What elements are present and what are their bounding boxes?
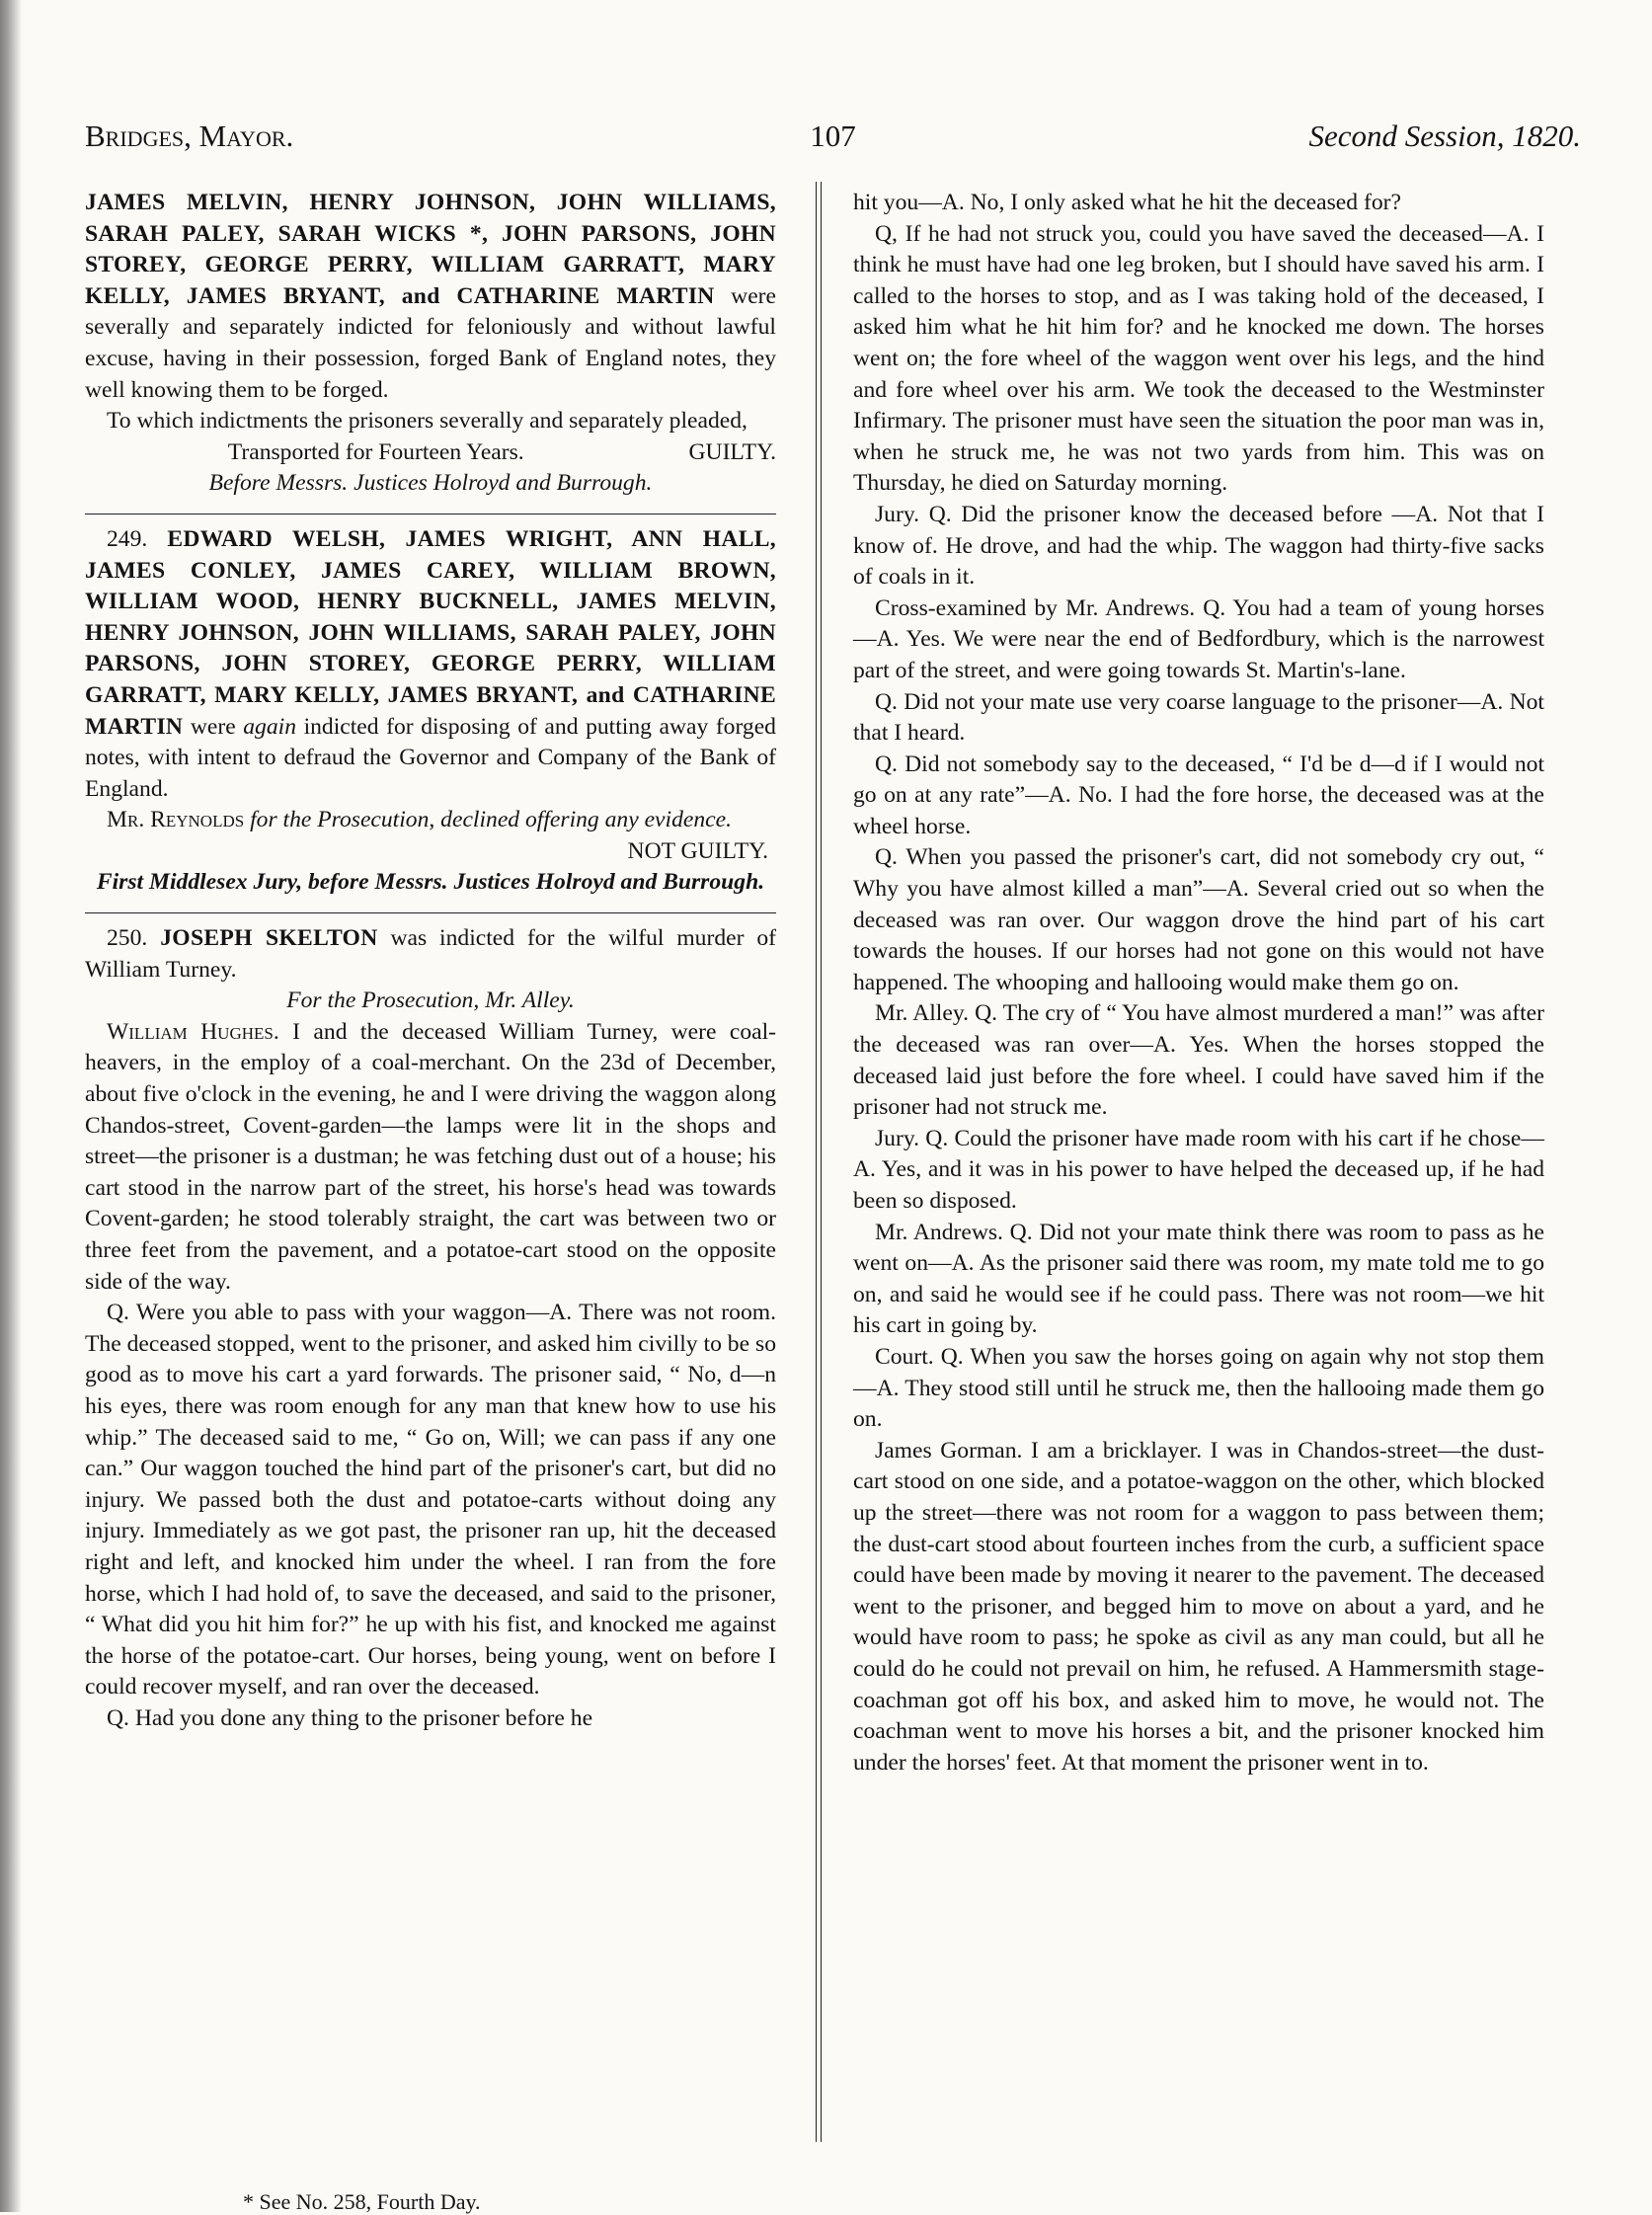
defendant-names: EDWARD WELSH, JAMES WRIGHT, ANN HALL, JAMES CONLEY, JAMES CAREY, WILLIAM BROWN, WILLIAM WOOD, HENRY BUCKNELL, JAMES MELVIN, HENRY JOHNSON, JOHN WILLIAMS, SARAH PALEY, JOHN PARSONS, JOHN STOREY, GEORGE PERRY, WILLIAM GARRATT, MARY KELLY, JAMES BRYANT, and CATHARINE MARTIN	[85, 525, 776, 740]
page-number: 107	[810, 119, 856, 153]
testimony-paragraph: Mr. Alley. Q. The cry of “ You have almost murdered a man!” was after the deceased was ran over—A. Yes. When the horses stopped the deceased laid just before the fore wheel. I could have saved him if the prisoner had not struck me.	[853, 1000, 1544, 1121]
case-separator	[85, 912, 776, 913]
charge-text-2: indicted for disposing of and putting away forged notes, with intent to defraud the Governor and Company of the Bank of England.	[85, 713, 776, 802]
witness-name: William Hughes.	[107, 1018, 279, 1045]
verdict: NOT GUILTY.	[627, 837, 768, 864]
defendant-name: JOSEPH SKELTON	[160, 925, 378, 952]
running-head	[85, 119, 1581, 158]
scan-edge	[0, 0, 22, 2212]
footnote: * See No. 258, Fourth Day.	[243, 2189, 481, 2214]
left-column	[85, 188, 776, 1735]
testimony-paragraph: Jury. Q. Did the prisoner know the deceased before —A. Not that I know of. He drove, and had the whip. The waggon had thirty-five sacks of coals in it.	[853, 501, 1544, 591]
testimony-paragraph: Q, If he had not struck you, could you have saved the deceased—A. I think he must have had one leg broken, but I should have saved his arm. I called to the horses to stop, and as I was taking hold of the deceased, I asked him what he hit him for? and he knocked me down. The horses went on; the fore wheel of the waggon went over his legs, and the hind and fore wheel over his arm. We took the deceased to the Westminster Infirmary. The prisoner must have seen the situation the poor man was in, when he struck me, he was not two yards from him. This was on Thursday, he died on Saturday morning.	[853, 220, 1544, 497]
prosecution-line: For the Prosecution, Mr. Alley.	[286, 988, 575, 1014]
case-250-indictment	[85, 923, 776, 986]
prosecutor-name: Mr. Reynolds	[107, 807, 245, 833]
sentence: Transported for Fourteen Years.	[227, 438, 524, 465]
testimony-paragraph: Q. Had you done any thing to the prisoner before he	[107, 1704, 593, 1731]
defendant-names: JAMES MELVIN, HENRY JOHNSON, JOHN WILLIAMS, SARAH PALEY, SARAH WICKS *, JOHN PARSONS, JOHN STOREY, GEORGE PERRY, WILLIAM GARRATT, MARY KELLY, JAMES BRYANT, and CATHARINE MARTIN	[85, 190, 776, 309]
plea-verdict: GUILTY.	[688, 438, 776, 465]
prosecution-text: for the Prosecution, declined offering any evidence.	[250, 807, 732, 833]
charge-text-1: were	[190, 713, 236, 740]
judges-line: Before Messrs. Justices Holroyd and Burrough.	[208, 470, 653, 497]
case-249-indictment	[85, 524, 776, 805]
header-left: Bridges, Mayor.	[85, 119, 294, 153]
testimony-paragraph: hit you—A. No, I only asked what he hit the deceased for?	[853, 190, 1401, 215]
testimony-paragraph: Q. Did not somebody say to the deceased, “ I'd be d—d if I would not go on at any rate”—A. No. I had the fore horse, the deceased was at the wheel horse.	[853, 751, 1544, 839]
right-column	[853, 188, 1544, 1779]
case-number: 249.	[107, 525, 148, 552]
testimony-paragraph: Cross-examined by Mr. Andrews. Q. You had a team of young horses—A. Yes. We were near the end of Bedfordbury, which is the narrowest part of the street, and were going towards St. Martin's-lane.	[853, 594, 1544, 683]
document-page	[85, 119, 1581, 2214]
charge-text: was indicted for the wilful murder of William Turney.	[85, 925, 777, 983]
testimony-paragraph: Q. Were you able to pass with your waggon—A. There was not room. The deceased stopped, went to the prisoner, and asked him civilly to be so good as to move his cart a yard forwards. The prisoner said, “ No, d—n his eyes, there was room enough for any man that knew how to use his whip.” The deceased said to me, “ Go on, Will; we can pass if any one can.” Our waggon touched the hind part of the prisoner's cart, but did no injury. We passed both the dust and potatoe-carts without doing any injury. Immediately as we got past, the prisoner ran up, hit the deceased right and left, and knocked him under the wheel. I ran from the fore horse, which I had hold of, to save the deceased, and said to the prisoner, “ What did you hit him for?” he up with his fist, and knocked me against the horse of the potatoe-cart. Our horses, being young, went on before I could recover myself, and ran over the deceased.	[85, 1300, 776, 1701]
jury-line: First Middlesex Jury, before Messrs. Justices Holroyd and Burrough.	[96, 869, 765, 896]
testimony-paragraph: Court. Q. When you saw the horses going on again why not stop them—A. They stood still until he struck me, then the hallooing made them go on.	[853, 1343, 1544, 1433]
testimony-paragraph: Q. Did not your mate use very coarse language to the prisoner—A. Not that I heard.	[853, 688, 1544, 747]
testimony-paragraph: Mr. Andrews. Q. Did not your mate think there was room to pass as he went on—A. As the prisoner said there was room, my mate told me to go on, and said he would see if he could pass. There was not room—we hit his cart in going by.	[853, 1219, 1544, 1339]
testimony-paragraph: James Gorman. I am a bricklayer. I was in Chandos-street—the dust-cart stood on one side, and a potatoe-waggon on the other, which blocked up the street—there was not room for a waggon to pass between them; the dust-cart stood about fourteen inches from the curb, a sufficient space could have been made by moving it nearer to the pavement. The deceased went to the prisoner, and begged him to move on about a yard, and he would have room to pass; he spoke as civil as any man could, but all he could do he could not prevail on him, he refused. A Hammersmith stage-coachman got off his box, and asked him to move, he would not. The coachman went to move his horses a bit, and the prisoner knocked him under the horses' feet. At that moment the prisoner went in to.	[853, 1437, 1544, 1776]
header-right: Second Session, 1820.	[1308, 119, 1581, 153]
plea-text: To which indictments the prisoners severally and separately pleaded,	[107, 408, 747, 435]
testimony-text: I and the deceased William Turney, were coal-heavers, in the employ of a coal-merchant. On the 23d of December, about five o'clock in the evening, he and I were driving the waggon along Chandos-street, Covent-garden—the lamps were lit in the shops and street—the prisoner is a dustman; he was fetching dust out of a house; his cart stood in the narrow part of the street, his horse's head was towards Covent-garden; he stood tolerably straight, the cart was between two or three feet from the pavement, and a potatoe-cart stood on the opposite side of the way.	[85, 1018, 776, 1295]
testimony-paragraph	[85, 1017, 776, 1298]
testimony-paragraph: Jury. Q. Could the prisoner have made room with his cart if he chose—A. Yes, and it was in his power to have helped the deceased up, if he had been so disposed.	[853, 1125, 1544, 1214]
charge-text: were severally and separately indicted for feloniously and without lawful excuse, having in their possession, forged Bank of England notes, they well knowing them to be forged.	[85, 282, 776, 403]
testimony-paragraph: Q. When you passed the prisoner's cart, did not somebody cry out, “ Why you have almost killed a man”—A. Several cried out so when the deceased was ran over. Our waggon drove the hind part of his cart towards the houses. If our horses had not gone on this would not have happened. The whooping and hallooing would make them go on.	[853, 844, 1544, 995]
column-divider	[816, 182, 822, 2142]
charge-emphasis: again	[243, 713, 296, 740]
prosecution-note	[85, 805, 776, 836]
case-number: 250.	[107, 925, 148, 952]
case-a-indictment	[85, 188, 776, 406]
